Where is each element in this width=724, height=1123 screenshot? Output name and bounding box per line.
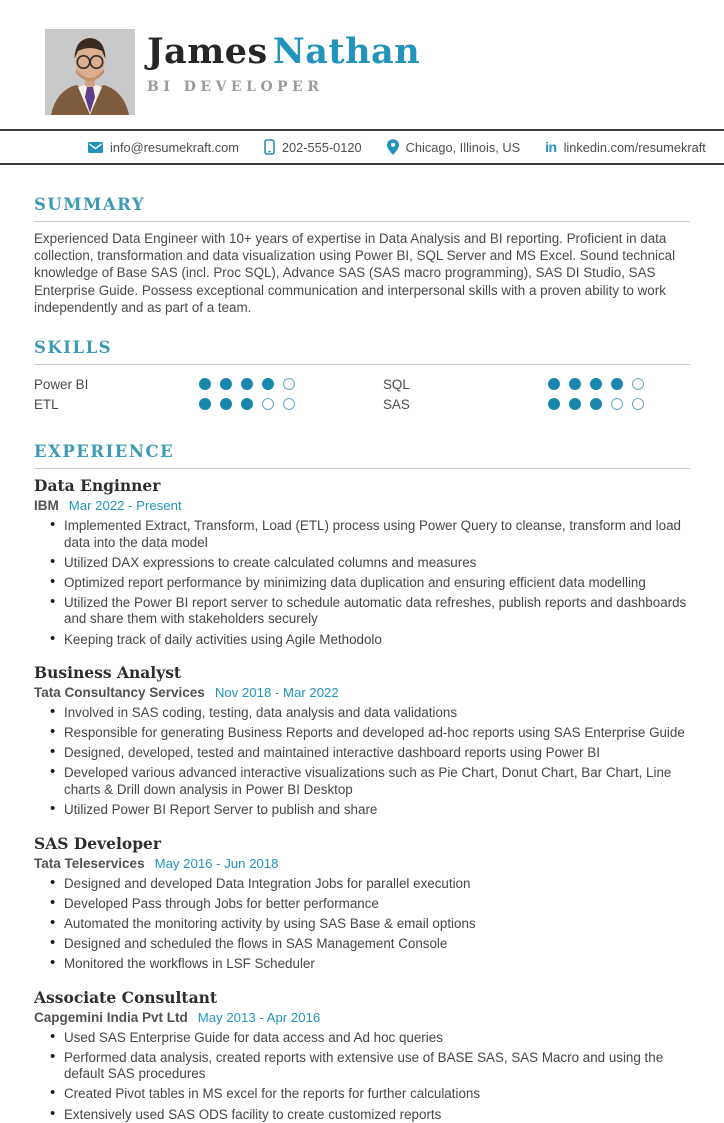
job-title: Associate Consultant [34, 987, 218, 1007]
rating-dot-filled [590, 398, 602, 410]
bullet-item: • Keeping track of daily activities using Agile Methodolo [34, 632, 690, 649]
contact-phone[interactable] [264, 139, 362, 155]
bullet-item: • Developed various advanced interactive visualizations such as Pie Chart, Donut Chart, Bar Chart, Line charts & Drill down analysis in Power BI Desktop [34, 765, 690, 798]
job-dates: Mar 2022 - Present [68, 498, 182, 514]
bullet-item: • Designed and scheduled the flows in SAS Management Console [34, 936, 690, 953]
job-title: Business Analyst [34, 663, 182, 683]
jobs-list [34, 476, 690, 1123]
job-dates: May 2016 - Jun 2018 [154, 855, 279, 871]
experience-heading: EXPERIENCE [34, 442, 690, 469]
skill-name: SQL [383, 376, 410, 392]
skill-rating [199, 378, 295, 390]
skill-rating [548, 398, 644, 410]
rating-dot-empty [632, 378, 644, 390]
job-meta [34, 856, 690, 871]
location-pin-icon [387, 139, 399, 155]
bullet-item: • Used SAS Enterprise Guide for data access and Ad hoc queries [34, 1030, 690, 1047]
job-entry [34, 988, 690, 1123]
job-dates: May 2013 - Apr 2016 [197, 1009, 321, 1025]
rating-dot-empty [611, 398, 623, 410]
rating-dot-filled [199, 398, 211, 410]
job-entry [34, 834, 690, 973]
job-title-header: BI DEVELOPER [147, 79, 324, 95]
job-dates: Nov 2018 - Mar 2022 [214, 685, 339, 701]
skills-grid [34, 374, 690, 414]
skill-rating [199, 398, 295, 410]
contact-phone-text: 202-555-0120 [281, 139, 362, 155]
rating-dot-empty [283, 398, 295, 410]
bullet-item: • Utilized DAX expressions to create calculated columns and measures [34, 555, 690, 572]
last-name: Nathan [272, 31, 421, 72]
job-meta [34, 498, 690, 513]
job-bullets [34, 1030, 690, 1123]
company-name: Tata Teleservices [34, 855, 145, 871]
rating-dot-filled [569, 378, 581, 390]
job-bullets [34, 876, 690, 973]
skill-row [34, 394, 341, 414]
rating-dot-filled [220, 378, 232, 390]
bullet-item: • Involved in SAS coding, testing, data analysis and data validations [34, 705, 690, 722]
name-block [147, 29, 420, 95]
job-title: Data Enginner [34, 476, 161, 496]
first-name: James [147, 31, 268, 72]
rating-dot-empty [632, 398, 644, 410]
summary-section [34, 195, 690, 316]
bullet-item: • Utilized Power BI Report Server to publish and share [34, 802, 690, 819]
job-entry [34, 663, 690, 819]
bullet-item: • Designed, developed, tested and maintained interactive dashboard reports using Power BI [34, 745, 690, 762]
skill-name: SAS [383, 396, 410, 412]
bullet-item: • Designed and developed Data Integration Jobs for parallel execution [34, 876, 690, 893]
rating-dot-filled [548, 378, 560, 390]
bullet-item: • Performed data analysis, created reports with extensive use of BASE SAS, SAS Macro and using the default SAS procedures [34, 1050, 690, 1083]
job-bullets [34, 518, 690, 648]
bullet-item: • Automated the monitoring activity by using SAS Base & email options [34, 916, 690, 933]
skill-rating [548, 378, 644, 390]
rating-dot-filled [262, 378, 274, 390]
job-meta [34, 685, 690, 700]
summary-heading: SUMMARY [34, 195, 690, 222]
contact-linkedin-text: linkedin.com/resumekraft [563, 139, 706, 155]
rating-dot-filled [590, 378, 602, 390]
resume-body [0, 195, 724, 1123]
bullet-item: • Monitored the workflows in LSF Scheduler [34, 956, 690, 973]
job-entry [34, 476, 690, 648]
bullet-item: • Optimized report performance by minimizing data duplication and ensuring efficient data modelling [34, 575, 690, 592]
bullet-item: • Implemented Extract, Transform, Load (ETL) process using Power Query to cleanse, transform and load data into the data model [34, 518, 690, 551]
contact-bar [0, 129, 724, 165]
rating-dot-filled [569, 398, 581, 410]
contact-location[interactable] [387, 139, 521, 155]
rating-dot-filled [241, 398, 253, 410]
bullet-item: • Utilized the Power BI report server to schedule automatic data refreshes, publish reports and dashboards and share them with stakeholders securely [34, 595, 690, 628]
company-name: IBM [34, 498, 59, 514]
bullet-item: • Created Pivot tables in MS excel for the reports for further calculations [34, 1086, 690, 1103]
skills-section [34, 338, 690, 414]
rating-dot-filled [241, 378, 253, 390]
contact-linkedin[interactable] [545, 140, 706, 155]
bullet-item: • Extensively used SAS ODS facility to create customized reports [34, 1107, 690, 1123]
skill-row [383, 374, 690, 394]
rating-dot-empty [262, 398, 274, 410]
company-name: Tata Consultancy Services [34, 685, 205, 701]
rating-dot-filled [611, 378, 623, 390]
contact-location-text: Chicago, Illinois, US [405, 139, 521, 155]
skill-name: Power BI [34, 376, 89, 392]
skill-row [34, 374, 341, 394]
job-title: SAS Developer [34, 833, 162, 853]
rating-dot-filled [548, 398, 560, 410]
contact-email-text: info@resumekraft.com [110, 139, 239, 155]
profile-photo [45, 29, 135, 115]
linkedin-icon: in [545, 139, 557, 155]
job-bullets [34, 705, 690, 819]
skill-row [383, 394, 690, 414]
email-icon [88, 142, 103, 153]
bullet-item: • Responsible for generating Business Reports and developed ad-hoc reports using SAS Enterprise Guide [34, 725, 690, 742]
rating-dot-filled [199, 378, 211, 390]
skills-heading: SKILLS [34, 338, 690, 365]
job-meta [34, 1010, 690, 1025]
contact-email[interactable] [88, 140, 239, 155]
portrait-illustration [45, 29, 135, 115]
experience-section [34, 442, 690, 1123]
summary-text: Experienced Data Engineer with 10+ years of expertise in Data Analysis and BI reporting. Proficient in data collection, transformation and data visualization using Power BI, SQL Server and MS Excel. Sound technical knowledge of Base SAS (incl. Proc SQL), Advance SAS (SAS macro programming), SAS DI Studio, SAS Enterprise Guide. Possess exceptional communication and interpersonal skills with a proven ability to work independently and as part of a team. [34, 231, 676, 315]
full-name [147, 31, 421, 72]
phone-icon [264, 139, 275, 155]
bullet-item: • Developed Pass through Jobs for better performance [34, 896, 690, 913]
header [0, 0, 724, 115]
skill-name: ETL [34, 396, 59, 412]
rating-dot-filled [220, 398, 232, 410]
company-name: Capgemini India Pvt Ltd [34, 1009, 188, 1025]
rating-dot-empty [283, 378, 295, 390]
